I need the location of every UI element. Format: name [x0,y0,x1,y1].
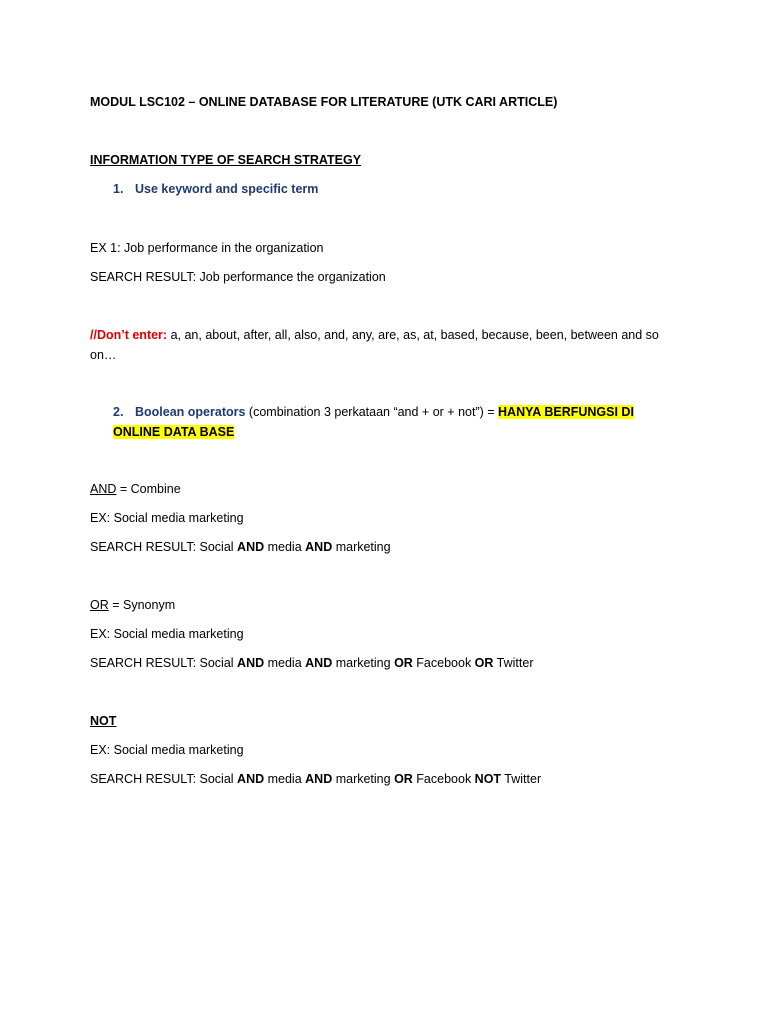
result-text: marketing [332,656,395,670]
operator: AND [237,656,265,670]
or-definition [90,597,175,613]
search-result-1: SEARCH RESULT: Job performance the organization [90,270,386,284]
highlight-text: HANYA BERFUNGSI DI ONLINE DATA BASE [113,405,634,439]
operator: OR [394,772,413,786]
or-definition-text: = Synonym [108,598,176,612]
operator: AND [237,540,265,554]
not-keyword: NOT [90,714,117,728]
dont-enter-paragraph [90,325,680,365]
example-1: EX 1: Job performance in the organization [90,241,324,255]
dont-enter-text: a, an, about, after, all, also, and, any, are, as, at, based, because, been, between and so on… [90,328,659,362]
result-text: marketing [332,772,395,786]
result-text: SEARCH RESULT: Social [90,540,238,554]
or-search-result [90,655,533,671]
not-example: EX: Social media marketing [90,743,244,757]
operator: AND [237,772,265,786]
and-example: EX: Social media marketing [90,511,244,525]
boolean-operators-label: Boolean operators [135,405,246,419]
result-text: Facebook [412,772,475,786]
result-text: media [264,656,306,670]
result-text: media [264,772,306,786]
result-text: marketing [332,540,391,554]
document-title: MODUL LSC102 – ONLINE DATABASE FOR LITERATURE (UTK CARI ARTICLE) [90,95,558,109]
result-text: Facebook [412,656,475,670]
and-search-result [90,539,391,555]
operator: OR [394,656,413,670]
result-text: Twitter [493,656,534,670]
section-heading: INFORMATION TYPE OF SEARCH STRATEGY [90,153,362,167]
operator: AND [305,772,333,786]
result-text: SEARCH RESULT: Social [90,772,238,786]
or-keyword: OR [90,598,109,612]
result-text: media [264,540,306,554]
or-example: EX: Social media marketing [90,627,244,641]
list-item-number: 2. [113,405,124,419]
operator: OR [474,656,494,670]
operator: AND [305,656,333,670]
boolean-operators-text: (combination 3 perkataan “and + or + not”) = [245,405,499,419]
list-item-2 [113,402,683,442]
operator: AND [305,540,333,554]
and-definition-text: = Combine [116,482,181,496]
operator: NOT [474,772,502,786]
and-keyword: AND [90,482,117,496]
and-definition [90,481,181,497]
dont-enter-label: //Don’t enter: [90,328,168,342]
result-text: SEARCH RESULT: Social [90,656,238,670]
list-item-number: 1. [113,182,124,196]
list-item-text: Use keyword and specific term [135,182,319,196]
list-item-1 [113,181,318,197]
result-text: Twitter [501,772,542,786]
not-search-result [90,771,541,787]
